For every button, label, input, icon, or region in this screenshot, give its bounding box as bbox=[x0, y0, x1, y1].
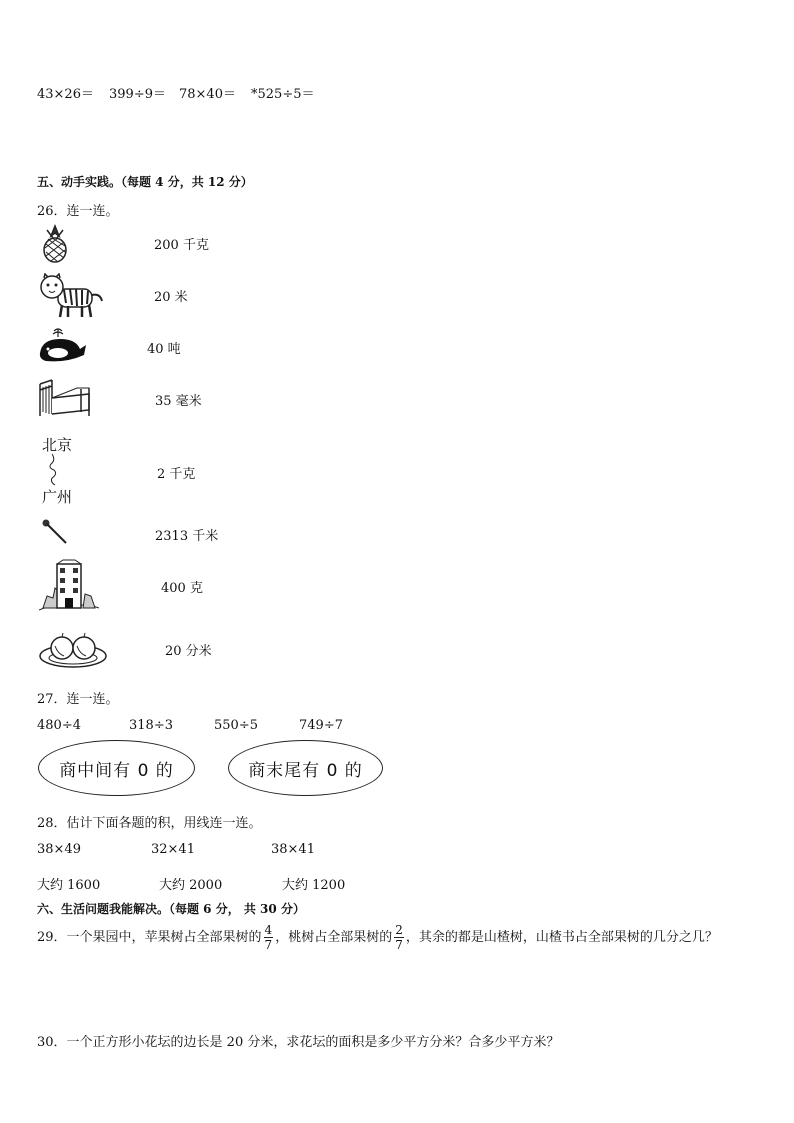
map-route-icon bbox=[40, 434, 82, 508]
question-label: 28．估计下面各题的积，用线连一连。 bbox=[37, 816, 262, 831]
unit-label: 20 分米 bbox=[165, 644, 212, 659]
calc-item: 43×26＝ bbox=[37, 87, 94, 102]
fraction-denominator: 7 bbox=[395, 938, 403, 952]
fraction-denominator: 7 bbox=[264, 938, 273, 952]
map-city-label: 广州 bbox=[42, 488, 73, 506]
question-label: 27．连一连。 bbox=[37, 692, 119, 707]
unit-label: 40 吨 bbox=[147, 342, 181, 357]
unit-label: 2313 千米 bbox=[155, 529, 219, 544]
multiplication-expr: 32×41 bbox=[151, 842, 195, 857]
unit-label: 400 克 bbox=[161, 581, 203, 596]
division-expr: 318÷3 bbox=[129, 718, 173, 733]
unit-label: 20 米 bbox=[154, 290, 188, 305]
calc-item: 399÷9＝ bbox=[109, 87, 166, 102]
section-title: 五、动手实践。（每题 4 分，共 12 分） bbox=[37, 175, 253, 189]
question-label: 26．连一连。 bbox=[37, 204, 119, 219]
category-oval-label: 商末尾有 0 的 bbox=[248, 760, 363, 781]
multiplication-expr: 38×49 bbox=[37, 842, 81, 857]
division-expr: 550÷5 bbox=[214, 718, 258, 733]
division-expr: 480÷4 bbox=[37, 718, 81, 733]
fraction bbox=[394, 923, 404, 952]
fraction-numerator: 2 bbox=[395, 923, 403, 937]
unit-label: 200 千克 bbox=[154, 238, 209, 253]
pin-icon bbox=[40, 517, 70, 547]
question-text-part: ，桃树占全部果树的 bbox=[275, 930, 393, 945]
estimate-label: 大约 1200 bbox=[282, 878, 346, 893]
division-expr: 749÷7 bbox=[299, 718, 343, 733]
unit-label: 35 毫米 bbox=[155, 394, 202, 409]
fraction bbox=[264, 923, 274, 952]
tiger-icon bbox=[36, 273, 104, 319]
whale-icon bbox=[36, 327, 88, 365]
category-oval-label: 商中间有 0 的 bbox=[59, 760, 174, 781]
category-oval[interactable] bbox=[38, 740, 195, 796]
bed-icon bbox=[37, 376, 93, 418]
map-city-label: 北京 bbox=[42, 436, 73, 454]
calc-item: 78×40＝ bbox=[179, 87, 236, 102]
estimate-label: 大约 1600 bbox=[37, 878, 101, 893]
unit-label: 2 千克 bbox=[157, 467, 196, 482]
building-icon bbox=[39, 558, 99, 612]
pineapple-icon bbox=[38, 224, 72, 264]
fraction-numerator: 4 bbox=[264, 923, 273, 937]
question-text: 30．一个正方形小花坛的边长是 20 分米，求花坛的面积是多少平方分米？合多少平方米？ bbox=[37, 1035, 560, 1050]
question-text-part: ，其余的都是山楂树，山楂书占全部果树的几分之几？ bbox=[405, 930, 718, 945]
multiplication-expr: 38×41 bbox=[271, 842, 315, 857]
estimate-label: 大约 2000 bbox=[159, 878, 223, 893]
question-text bbox=[37, 921, 718, 955]
category-oval[interactable] bbox=[228, 740, 383, 796]
calc-item: *525÷5＝ bbox=[251, 87, 315, 102]
question-text-part: 29．一个果园中，苹果树占全部果树的 bbox=[37, 930, 262, 945]
section-title: 六、生活问题我能解决。（每题 6 分， 共 30 分） bbox=[37, 902, 305, 916]
fruit-plate-icon bbox=[38, 628, 108, 670]
